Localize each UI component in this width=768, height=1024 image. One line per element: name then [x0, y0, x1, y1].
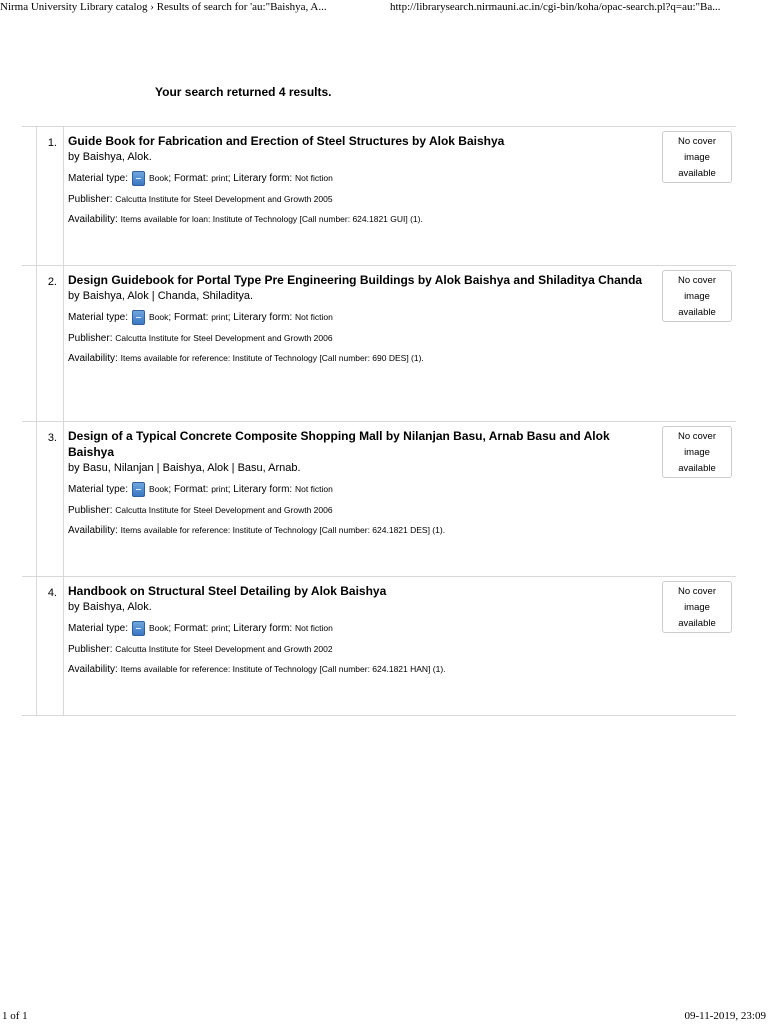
result-number-cell	[37, 127, 64, 265]
author-link[interactable]: Baishya, Alok.	[82, 601, 152, 613]
no-cover-text: No cover	[677, 275, 716, 286]
result-body	[64, 127, 736, 265]
material-type-line	[68, 621, 736, 636]
material-type-value: Book	[149, 484, 169, 494]
result-authors	[68, 600, 736, 614]
format-label: ; Format:	[168, 173, 209, 184]
search-result-summary: Your search returned 4 results.	[155, 85, 332, 99]
publisher-value: Calcutta Institute for Steel Development and Growth 2002	[115, 644, 333, 654]
result-body	[64, 577, 736, 715]
result-title-link[interactable]: Design Guidebook for Portal Type Pre Engineering Buildings by Alok Baishya and Shiladitya Chanda	[68, 273, 643, 287]
by-label: by	[68, 601, 80, 613]
book-icon	[132, 482, 145, 497]
page-count: 1 of 1	[2, 1010, 28, 1022]
no-cover-placeholder	[662, 131, 732, 183]
row-margin-cell	[22, 266, 37, 421]
publisher-value: Calcutta Institute for Steel Development and Growth 2006	[115, 333, 333, 343]
availability-line	[68, 524, 736, 537]
no-cover-text: image	[684, 291, 710, 302]
availability-value: Items available for reference: Institute of Technology [Call number: 624.1821 HAN] (1).	[120, 664, 446, 674]
no-cover-placeholder	[662, 426, 732, 478]
literary-form-label: ; Literary form:	[227, 312, 293, 323]
format-value: print	[211, 173, 228, 183]
publisher-label: Publisher:	[68, 644, 113, 655]
result-number-cell	[37, 266, 64, 421]
results-table	[22, 126, 736, 716]
result-number-cell	[37, 422, 64, 576]
material-type-line	[68, 310, 736, 325]
no-cover-text: available	[678, 618, 716, 629]
book-icon	[132, 621, 145, 636]
material-type-line	[68, 482, 736, 497]
result-title-link[interactable]: Handbook on Structural Steel Detailing by Alok Baishya	[68, 584, 387, 598]
result-title-link[interactable]: Design of a Typical Concrete Composite Shopping Mall by Nilanjan Basu, Arnab Basu and Alok Baishya	[68, 429, 610, 459]
result-body	[64, 422, 736, 576]
format-label: ; Format:	[168, 312, 209, 323]
publisher-value: Calcutta Institute for Steel Development and Growth 2005	[115, 194, 333, 204]
material-type-label: Material type:	[68, 312, 129, 323]
availability-line	[68, 352, 736, 365]
material-type-label: Material type:	[68, 484, 129, 495]
availability-value: Items available for reference: Institute of Technology [Call number: 624.1821 DES] (1).	[120, 525, 446, 535]
material-type-value: Book	[149, 173, 169, 183]
availability-value: Items available for reference: Institute of Technology [Call number: 690 DES] (1).	[120, 353, 424, 363]
author-link[interactable]: Baishya, Alok | Chanda, Shiladitya.	[82, 290, 254, 302]
literary-form-label: ; Literary form:	[227, 173, 293, 184]
literary-form-value: Not fiction	[295, 312, 333, 322]
by-label: by	[68, 290, 80, 302]
print-page-title: Nirma University Library catalog › Results of search for 'au:"Baishya, A...	[0, 1, 327, 13]
row-margin-cell	[22, 422, 37, 576]
publisher-label: Publisher:	[68, 333, 113, 344]
no-cover-text: No cover	[677, 136, 716, 147]
result-body	[64, 266, 736, 421]
no-cover-text: image	[684, 602, 710, 613]
author-link[interactable]: Baishya, Alok.	[82, 151, 152, 163]
no-cover-placeholder	[662, 270, 732, 322]
availability-label: Availability:	[68, 664, 118, 675]
print-header	[0, 0, 768, 16]
material-type-label: Material type:	[68, 623, 129, 634]
format-label: ; Format:	[168, 623, 209, 634]
material-type-line	[68, 171, 736, 186]
availability-value: Items available for loan: Institute of Technology [Call number: 624.1821 GUI] (1).	[120, 214, 423, 224]
publisher-label: Publisher:	[68, 194, 113, 205]
print-footer	[0, 1010, 768, 1024]
result-row	[22, 422, 736, 577]
result-row	[22, 577, 736, 716]
result-authors	[68, 461, 736, 475]
no-cover-text: No cover	[677, 586, 716, 597]
result-number: 4.	[47, 587, 57, 599]
row-margin-cell	[22, 127, 37, 265]
format-label: ; Format:	[168, 484, 209, 495]
publisher-line	[68, 193, 736, 206]
no-cover-text: available	[678, 307, 716, 318]
no-cover-text: image	[684, 152, 710, 163]
book-icon	[132, 171, 145, 186]
print-datetime: 09-11-2019, 23:09	[684, 1010, 766, 1022]
literary-form-value: Not fiction	[295, 484, 333, 494]
no-cover-placeholder	[662, 581, 732, 633]
no-cover-text: No cover	[677, 431, 716, 442]
format-value: print	[211, 484, 228, 494]
availability-label: Availability:	[68, 525, 118, 536]
availability-line	[68, 213, 736, 226]
row-margin-cell	[22, 577, 37, 715]
literary-form-value: Not fiction	[295, 173, 333, 183]
result-row	[22, 127, 736, 266]
availability-label: Availability:	[68, 214, 118, 225]
availability-line	[68, 663, 736, 676]
result-number-cell	[37, 577, 64, 715]
result-number: 3.	[47, 432, 57, 444]
no-cover-text: available	[678, 463, 716, 474]
material-type-label: Material type:	[68, 173, 129, 184]
no-cover-text: image	[684, 447, 710, 458]
literary-form-value: Not fiction	[295, 623, 333, 633]
result-row	[22, 266, 736, 422]
publisher-value: Calcutta Institute for Steel Development and Growth 2006	[115, 505, 333, 515]
result-authors	[68, 150, 736, 164]
result-title-link[interactable]: Guide Book for Fabrication and Erection of Steel Structures by Alok Baishya	[68, 134, 505, 148]
literary-form-label: ; Literary form:	[227, 484, 293, 495]
by-label: by	[68, 462, 80, 474]
result-authors	[68, 289, 736, 303]
publisher-line	[68, 504, 736, 517]
book-icon	[132, 310, 145, 325]
result-number: 2.	[47, 276, 57, 288]
format-value: print	[211, 623, 228, 633]
publisher-line	[68, 643, 736, 656]
no-cover-text: available	[678, 168, 716, 179]
publisher-label: Publisher:	[68, 505, 113, 516]
by-label: by	[68, 151, 80, 163]
material-type-value: Book	[149, 623, 169, 633]
publisher-line	[68, 332, 736, 345]
format-value: print	[211, 312, 228, 322]
material-type-value: Book	[149, 312, 169, 322]
availability-label: Availability:	[68, 353, 118, 364]
print-page-url: http://librarysearch.nirmauni.ac.in/cgi-bin/koha/opac-search.pl?q=au:"Ba...	[390, 1, 721, 13]
literary-form-label: ; Literary form:	[227, 623, 293, 634]
result-number: 1.	[47, 137, 57, 149]
author-link[interactable]: Basu, Nilanjan | Baishya, Alok | Basu, Arnab.	[82, 462, 301, 474]
